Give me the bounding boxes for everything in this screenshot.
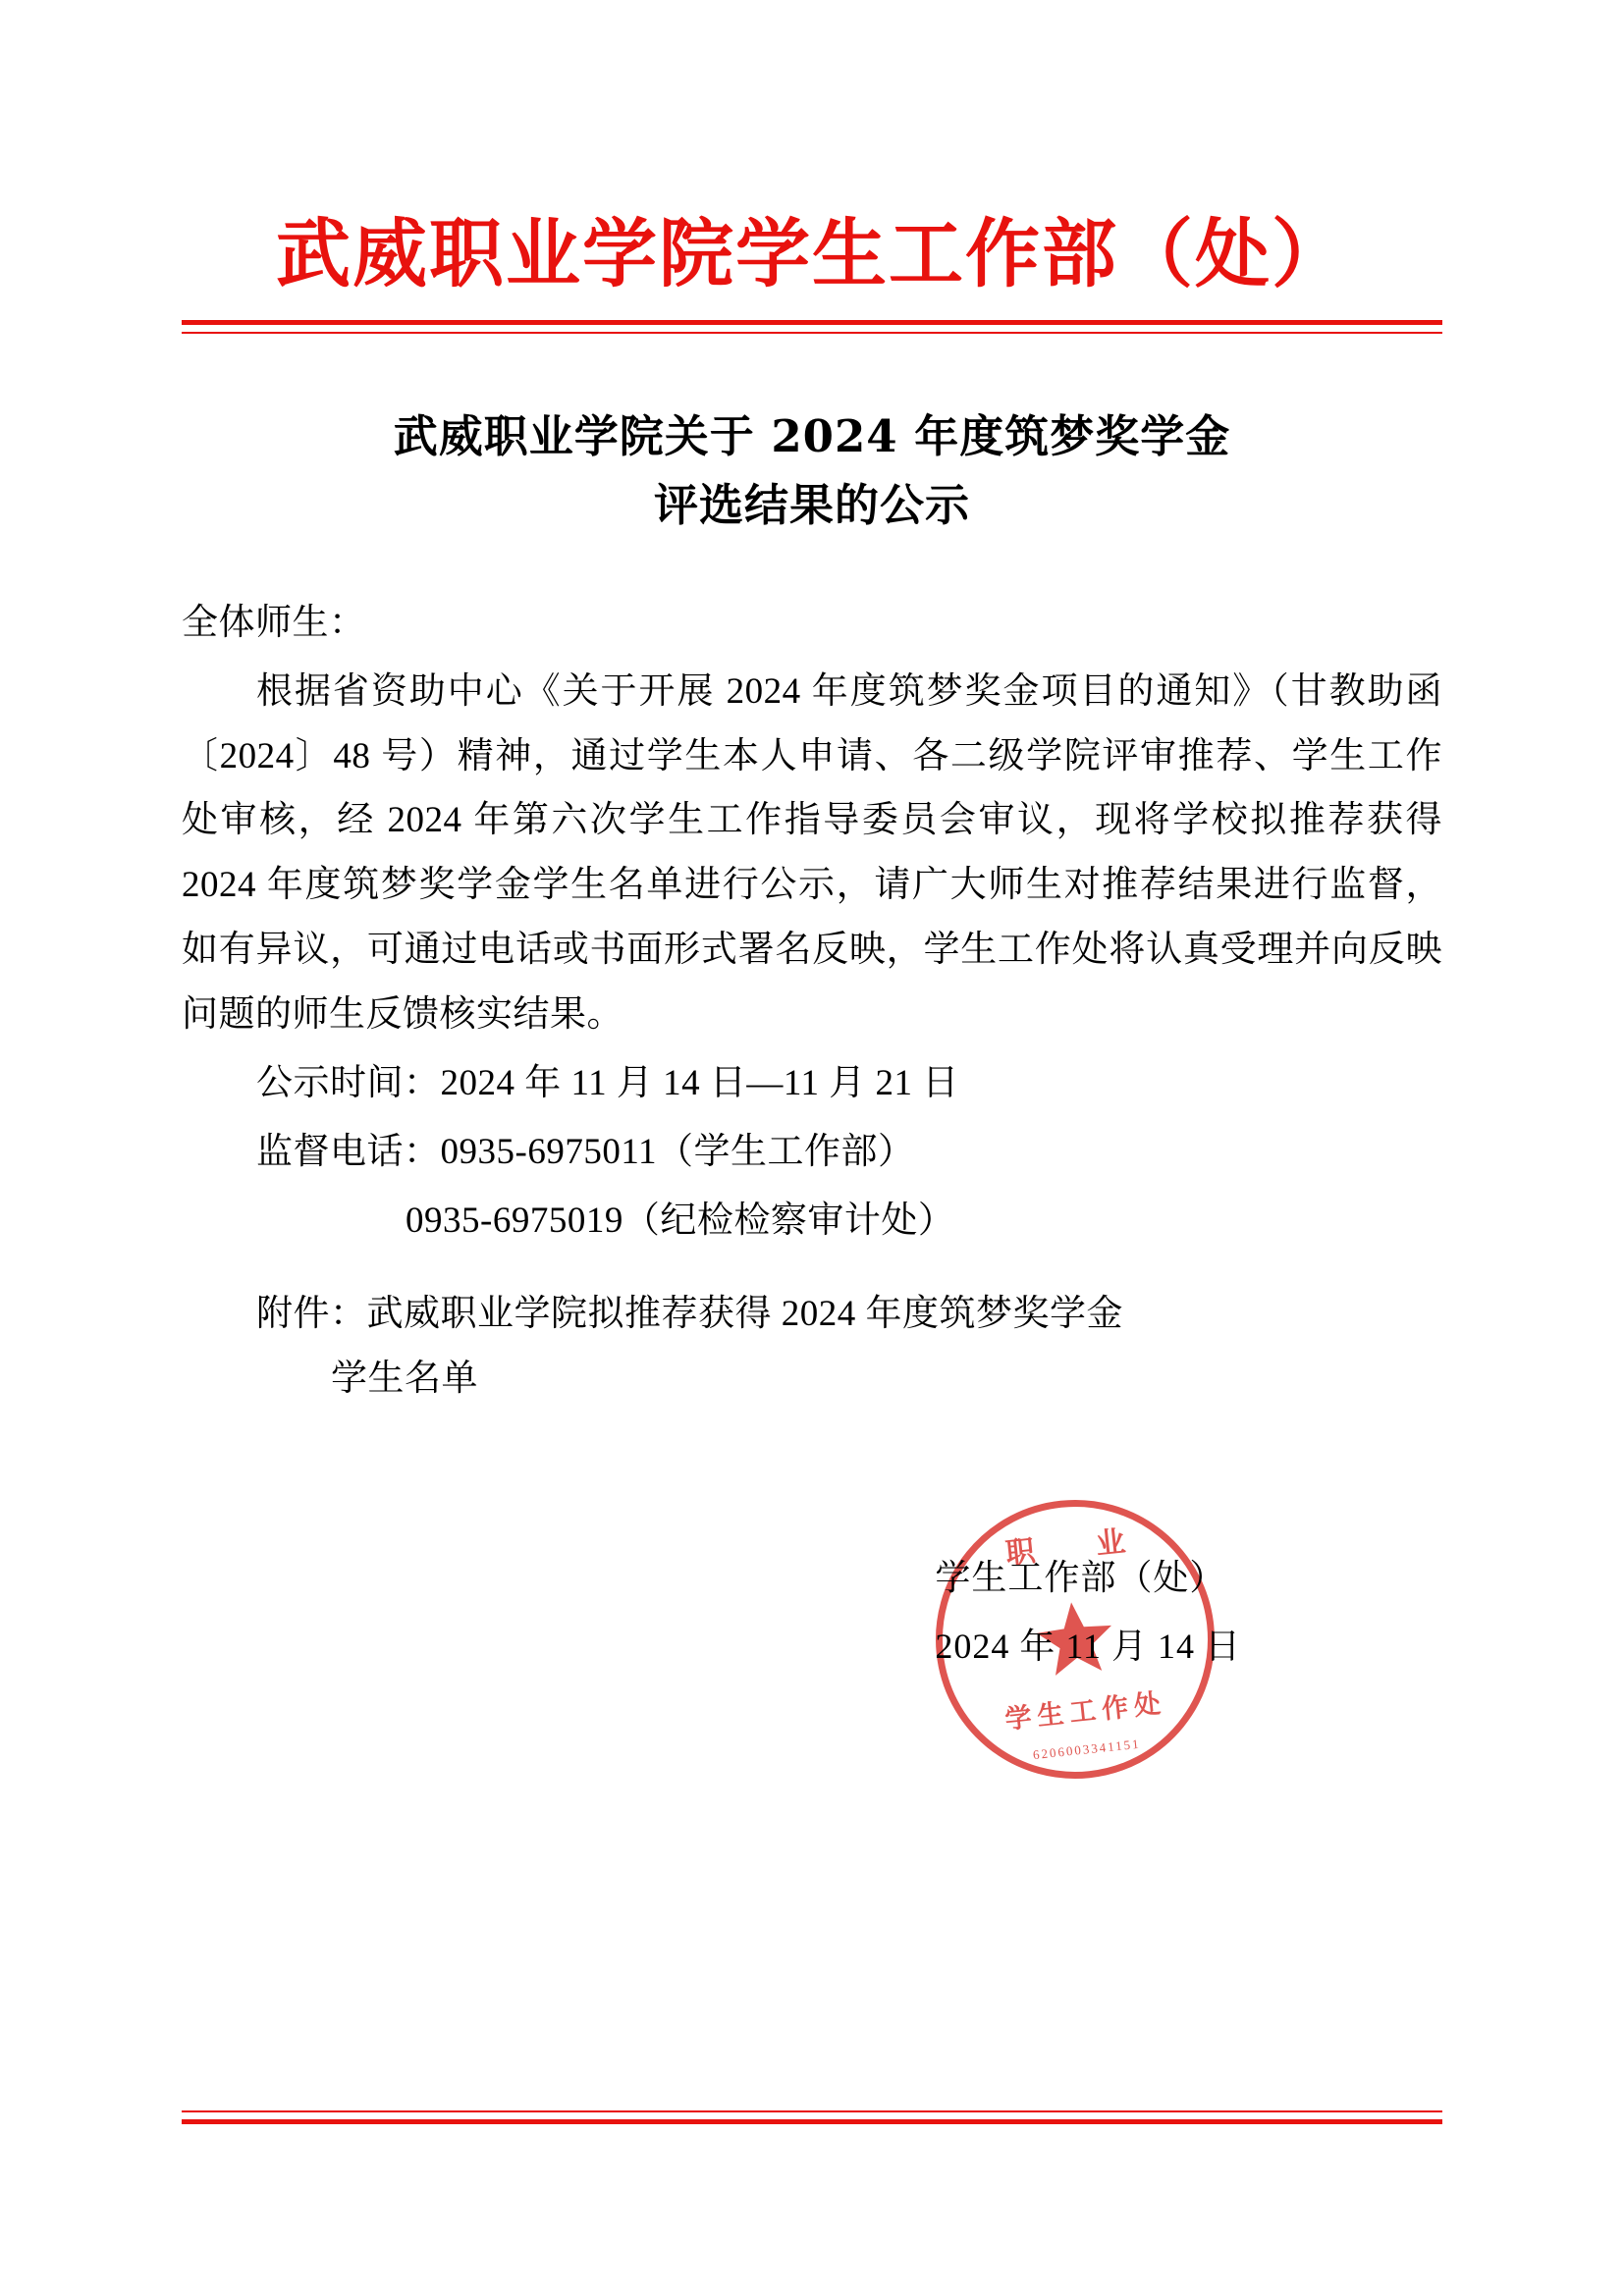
letterhead-rule-thin	[182, 332, 1442, 334]
footer-rule-thin	[182, 2110, 1442, 2112]
page-title-line-1: 武威职业学院关于 2024 年度筑梦奖学金	[393, 410, 1231, 463]
seal-code: 6206003341151	[1032, 1735, 1142, 1763]
signature-date: 2024 年 11 月 14 日	[935, 1627, 1241, 1667]
footer-rules	[182, 2110, 1442, 2124]
supervision-phone-2: 0935-6975019（纪检检察审计处）	[406, 1200, 955, 1241]
signature-area	[182, 1472, 1442, 1767]
document-body	[182, 591, 1442, 1412]
page-title-line-2: 评选结果的公示	[653, 479, 970, 532]
attachment-line-1: 附件：武威职业学院拟推荐获得 2024 年度筑梦奖学金	[256, 1294, 1123, 1335]
page-title	[182, 402, 1442, 540]
publicity-time: 公示时间：2024 年 11 月 14 日—11 月 21 日	[256, 1062, 959, 1103]
seal-top-text: 职 业	[1003, 1522, 1153, 1573]
salutation: 全体师生：	[182, 602, 366, 643]
letterhead-rules	[182, 320, 1442, 334]
signature-department: 学生工作部（处）	[935, 1558, 1226, 1598]
seal-bottom-text: 学生工作处	[1003, 1687, 1168, 1736]
footer-rule-thick	[182, 2119, 1442, 2124]
supervision-phone-1: 监督电话：0935-6975011（学生工作部）	[256, 1131, 915, 1172]
attachment-line-2: 学生名单	[331, 1359, 478, 1400]
letterhead-title: 武威职业学院学生工作部（处）	[276, 210, 1348, 297]
letterhead	[182, 211, 1442, 334]
signature-lines	[935, 1543, 1241, 1681]
letterhead-rule-thick	[182, 320, 1442, 325]
main-paragraph: 根据省资助中心《关于开展 2024 年度筑梦奖金项目的通知》（甘教助函〔2024〕48 号）精神，通过学生本人申请、各二级学院评审推荐、学生工作处审核，经 2024 年第六次学生工作指导委员会审议，现将学校拟推荐获得 2024 年度筑梦奖学金学生名单进行公示，请广大师生对推荐结果进行监督，如有异议，可通过电话或书面形式署名反映，学生工作处将认真受理并向反映问题的师生反馈核实结果。	[182, 670, 1442, 1036]
